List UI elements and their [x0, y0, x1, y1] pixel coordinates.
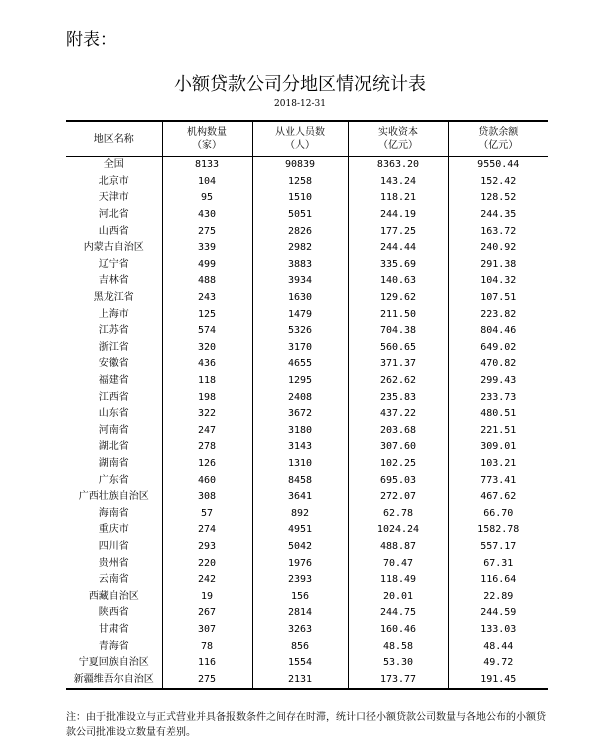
header-institutions — [162, 121, 252, 157]
loan-balance-cell: 49.72 — [448, 655, 548, 672]
paid-in-capital-cell: 53.30 — [348, 655, 448, 672]
staff-cell: 2982 — [252, 240, 348, 257]
staff-cell: 3672 — [252, 406, 348, 423]
loan-balance-cell: 221.51 — [448, 423, 548, 440]
loan-balance-cell: 557.17 — [448, 539, 548, 556]
institutions-cell: 247 — [162, 423, 252, 440]
region-cell: 四川省 — [98, 540, 129, 552]
table-row — [66, 505, 548, 522]
institutions-cell: 274 — [162, 522, 252, 539]
table-row — [66, 306, 548, 323]
paid-in-capital-cell: 70.47 — [348, 555, 448, 572]
header-paid-in-capital-label: 实收资本 — [378, 127, 418, 138]
region-cell: 福建省 — [98, 375, 129, 387]
loan-balance-cell: 649.02 — [448, 340, 548, 357]
region-cell: 黑龙江省 — [93, 292, 134, 304]
paid-in-capital-cell: 437.22 — [348, 406, 448, 423]
paid-in-capital-cell: 1024.24 — [348, 522, 448, 539]
staff-cell: 4951 — [252, 522, 348, 539]
loan-balance-cell: 299.43 — [448, 373, 548, 390]
region-cell: 浙江省 — [98, 341, 129, 353]
region-cell: 河北省 — [98, 209, 129, 221]
staff-cell: 2814 — [252, 605, 348, 622]
staff-cell: 856 — [252, 638, 348, 655]
staff-cell: 2826 — [252, 223, 348, 240]
institutions-cell: 220 — [162, 555, 252, 572]
staff-cell: 90839 — [252, 157, 348, 174]
staff-cell: 3934 — [252, 273, 348, 290]
footnote: 注：由于批准设立与正式营业并具备报数条件之间存在时滞，统计口径小额贷款公司数量与各地公布的小额贷款公司批准设立数量有差别。 — [66, 712, 546, 738]
staff-cell: 2408 — [252, 389, 348, 406]
staff-cell: 3641 — [252, 489, 348, 506]
table-row — [66, 273, 548, 290]
paid-in-capital-cell: 143.24 — [348, 174, 448, 191]
paid-in-capital-cell: 307.60 — [348, 439, 448, 456]
paid-in-capital-cell: 211.50 — [348, 306, 448, 323]
institutions-cell: 95 — [162, 190, 252, 207]
table-row — [66, 389, 548, 406]
loan-balance-cell: 163.72 — [448, 223, 548, 240]
institutions-cell: 339 — [162, 240, 252, 257]
table-row — [66, 423, 548, 440]
table-row — [66, 323, 548, 340]
paid-in-capital-cell: 203.68 — [348, 423, 448, 440]
institutions-cell: 242 — [162, 572, 252, 589]
paid-in-capital-cell: 244.19 — [348, 207, 448, 224]
paid-in-capital-cell: 244.44 — [348, 240, 448, 257]
region-cell: 山西省 — [98, 225, 129, 237]
paid-in-capital-cell: 8363.20 — [348, 157, 448, 174]
paid-in-capital-cell: 20.01 — [348, 588, 448, 605]
region-cell: 陕西省 — [98, 607, 129, 619]
paid-in-capital-cell: 272.07 — [348, 489, 448, 506]
region-cell: 辽宁省 — [98, 258, 129, 270]
table-row — [66, 539, 548, 556]
institutions-cell: 308 — [162, 489, 252, 506]
paid-in-capital-cell: 560.65 — [348, 340, 448, 357]
loan-balance-cell: 9550.44 — [448, 157, 548, 174]
region-cell: 西藏自治区 — [88, 590, 139, 602]
institutions-cell: 322 — [162, 406, 252, 423]
institutions-cell: 118 — [162, 373, 252, 390]
table-row — [66, 190, 548, 207]
region-cell: 海南省 — [98, 507, 129, 519]
table-row — [66, 406, 548, 423]
paid-in-capital-cell: 695.03 — [348, 472, 448, 489]
institutions-cell: 574 — [162, 323, 252, 340]
loan-balance-cell: 128.52 — [448, 190, 548, 207]
table-row — [66, 356, 548, 373]
institutions-cell: 243 — [162, 290, 252, 307]
table-row — [66, 290, 548, 307]
loan-balance-cell: 244.59 — [448, 605, 548, 622]
institutions-cell: 499 — [162, 257, 252, 274]
staff-cell: 1630 — [252, 290, 348, 307]
institutions-cell: 19 — [162, 588, 252, 605]
region-cell: 云南省 — [98, 574, 129, 586]
institutions-cell: 57 — [162, 505, 252, 522]
paid-in-capital-cell: 173.77 — [348, 671, 448, 689]
document-date: 2018-12-31 — [274, 99, 326, 109]
region-cell: 宁夏回族自治区 — [78, 657, 149, 669]
staff-cell: 1310 — [252, 456, 348, 473]
region-cell: 新疆维吾尔自治区 — [66, 671, 162, 689]
institutions-cell: 275 — [162, 223, 252, 240]
table-row — [66, 555, 548, 572]
table-row — [66, 207, 548, 224]
region-cell: 北京市 — [98, 175, 129, 187]
institutions-cell: 307 — [162, 622, 252, 639]
region-cell: 全国 — [103, 159, 124, 171]
institutions-cell: 8133 — [162, 157, 252, 174]
loan-balance-cell: 48.44 — [448, 638, 548, 655]
staff-cell: 1479 — [252, 306, 348, 323]
header-region — [66, 121, 162, 157]
staff-cell: 892 — [252, 505, 348, 522]
institutions-cell: 125 — [162, 306, 252, 323]
loan-balance-cell: 22.89 — [448, 588, 548, 605]
loan-balance-cell: 291.38 — [448, 257, 548, 274]
header-institutions-label: 机构数量 — [187, 127, 227, 138]
loan-balance-cell: 244.35 — [448, 207, 548, 224]
header-institutions-unit: （家） — [192, 140, 222, 151]
region-cell: 贵州省 — [98, 557, 129, 569]
loan-balance-cell: 233.73 — [448, 389, 548, 406]
region-cell: 重庆市 — [98, 524, 129, 536]
paid-in-capital-cell: 118.49 — [348, 572, 448, 589]
paid-in-capital-cell: 262.62 — [348, 373, 448, 390]
staff-cell: 1510 — [252, 190, 348, 207]
header-loan-balance-label: 贷款余额 — [478, 127, 519, 138]
staff-cell: 3883 — [252, 257, 348, 274]
institutions-cell: 198 — [162, 389, 252, 406]
loan-balance-cell: 1582.78 — [448, 522, 548, 539]
paid-in-capital-cell: 160.46 — [348, 622, 448, 639]
loan-balance-cell: 116.64 — [448, 572, 548, 589]
table-row — [66, 655, 548, 672]
staff-cell: 5326 — [252, 323, 348, 340]
staff-cell: 5051 — [252, 207, 348, 224]
region-cell: 天津市 — [98, 192, 129, 204]
region-cell: 广东省 — [98, 474, 129, 486]
table-row — [66, 605, 548, 622]
table-row — [66, 174, 548, 191]
paid-in-capital-cell: 118.21 — [348, 190, 448, 207]
loan-balance-cell: 67.31 — [448, 555, 548, 572]
loan-balance-cell: 773.41 — [448, 472, 548, 489]
institutions-cell: 104 — [162, 174, 252, 191]
loan-balance-cell: 133.03 — [448, 622, 548, 639]
staff-cell: 2131 — [252, 671, 348, 689]
paid-in-capital-cell: 48.58 — [348, 638, 448, 655]
header-loan-balance-unit: （亿元） — [478, 140, 519, 151]
paid-in-capital-cell: 244.75 — [348, 605, 448, 622]
staff-cell: 1554 — [252, 655, 348, 672]
region-cell: 吉林省 — [98, 275, 129, 287]
region-cell: 安徽省 — [98, 358, 129, 370]
table-body — [66, 157, 548, 690]
header-staff-unit: （人） — [285, 140, 315, 151]
region-cell: 江苏省 — [98, 325, 129, 337]
header-staff — [252, 121, 348, 157]
region-cell: 湖南省 — [98, 457, 129, 469]
paid-in-capital-cell: 488.87 — [348, 539, 448, 556]
region-cell: 青海省 — [98, 640, 129, 652]
loan-balance-cell: 467.62 — [448, 489, 548, 506]
header-region-label: 地区名称 — [93, 133, 134, 145]
region-cell: 上海市 — [98, 308, 129, 320]
loan-balance-cell: 191.45 — [448, 671, 548, 689]
header-staff-label: 从业人员数 — [275, 127, 325, 138]
table-row — [66, 522, 548, 539]
staff-cell: 1976 — [252, 555, 348, 572]
document-title: 小额贷款公司分地区情况统计表 — [174, 74, 426, 95]
table-row — [66, 439, 548, 456]
table-row — [66, 671, 548, 689]
institutions-cell: 278 — [162, 439, 252, 456]
table-row — [66, 223, 548, 240]
table-row — [66, 472, 548, 489]
header-loan-balance — [448, 121, 548, 157]
paid-in-capital-cell: 102.25 — [348, 456, 448, 473]
loan-balance-cell: 107.51 — [448, 290, 548, 307]
region-cell: 河南省 — [98, 424, 129, 436]
header-paid-in-capital-unit: （亿元） — [378, 140, 418, 151]
paid-in-capital-cell: 235.83 — [348, 389, 448, 406]
appendix-label: 附表： — [66, 30, 117, 50]
paid-in-capital-cell: 140.63 — [348, 273, 448, 290]
loan-balance-cell: 103.21 — [448, 456, 548, 473]
institutions-cell: 78 — [162, 638, 252, 655]
table-row — [66, 622, 548, 639]
region-cell: 甘肃省 — [98, 623, 129, 635]
region-cell: 湖北省 — [98, 441, 129, 453]
table-row — [66, 257, 548, 274]
paid-in-capital-cell: 129.62 — [348, 290, 448, 307]
staff-cell: 8458 — [252, 472, 348, 489]
staff-cell: 3170 — [252, 340, 348, 357]
institutions-cell: 320 — [162, 340, 252, 357]
table-row — [66, 340, 548, 357]
loan-balance-cell: 309.01 — [448, 439, 548, 456]
staff-cell: 1295 — [252, 373, 348, 390]
table-row — [66, 489, 548, 506]
institutions-cell: 293 — [162, 539, 252, 556]
institutions-cell: 488 — [162, 273, 252, 290]
table-row — [66, 157, 548, 174]
staff-cell: 5042 — [252, 539, 348, 556]
table-row — [66, 456, 548, 473]
paid-in-capital-cell: 371.37 — [348, 356, 448, 373]
paid-in-capital-cell: 62.78 — [348, 505, 448, 522]
table-row — [66, 373, 548, 390]
loan-balance-cell: 480.51 — [448, 406, 548, 423]
staff-cell: 1258 — [252, 174, 348, 191]
region-cell: 山东省 — [98, 408, 129, 420]
loan-balance-cell: 470.82 — [448, 356, 548, 373]
table-header — [66, 121, 548, 157]
institutions-cell: 430 — [162, 207, 252, 224]
loan-balance-cell: 104.32 — [448, 273, 548, 290]
institutions-cell: 116 — [162, 655, 252, 672]
table-row — [66, 240, 548, 257]
staff-cell: 4655 — [252, 356, 348, 373]
staff-cell: 3263 — [252, 622, 348, 639]
institutions-cell: 275 — [162, 671, 252, 689]
institutions-cell: 436 — [162, 356, 252, 373]
loan-balance-cell: 152.42 — [448, 174, 548, 191]
header-row — [66, 121, 548, 157]
loan-balance-cell: 804.46 — [448, 323, 548, 340]
table-row — [66, 588, 548, 605]
institutions-cell: 267 — [162, 605, 252, 622]
paid-in-capital-cell: 177.25 — [348, 223, 448, 240]
staff-cell: 3143 — [252, 439, 348, 456]
staff-cell: 156 — [252, 588, 348, 605]
paid-in-capital-cell: 704.38 — [348, 323, 448, 340]
paid-in-capital-cell: 335.69 — [348, 257, 448, 274]
institutions-cell: 126 — [162, 456, 252, 473]
staff-cell: 3180 — [252, 423, 348, 440]
statistics-table — [66, 120, 548, 690]
region-cell: 江西省 — [98, 391, 129, 403]
loan-balance-cell: 66.70 — [448, 505, 548, 522]
region-cell: 广西壮族自治区 — [78, 491, 149, 503]
table-row — [66, 572, 548, 589]
region-cell: 内蒙古自治区 — [83, 242, 144, 254]
table-row — [66, 638, 548, 655]
staff-cell: 2393 — [252, 572, 348, 589]
loan-balance-cell: 223.82 — [448, 306, 548, 323]
institutions-cell: 460 — [162, 472, 252, 489]
header-paid-in-capital — [348, 121, 448, 157]
loan-balance-cell: 240.92 — [448, 240, 548, 257]
